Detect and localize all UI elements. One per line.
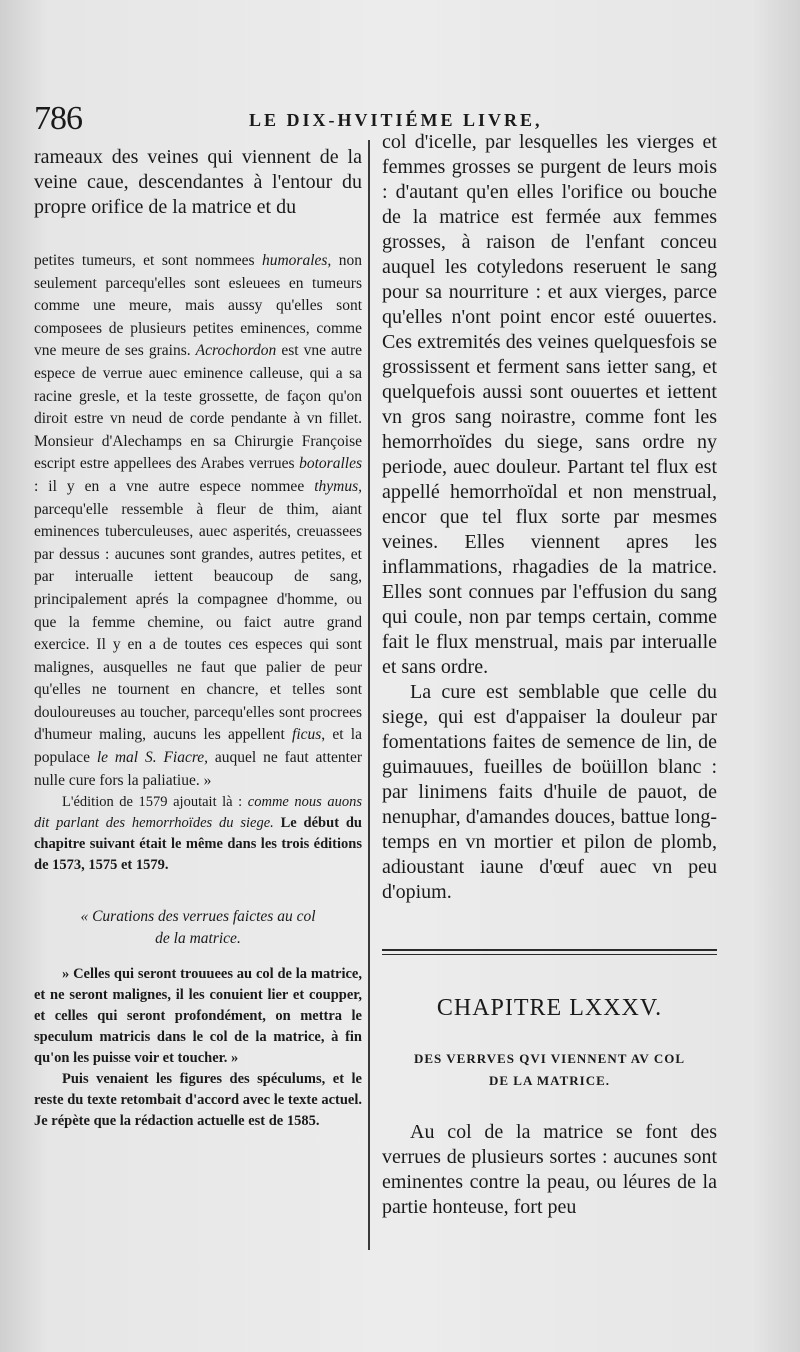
left-column [34, 145, 362, 1132]
running-head: LE DIX-HVITIÉME LIVRE, [249, 110, 543, 130]
chapter-rule-top [382, 949, 717, 951]
right-paragraph-2: La cure est semblable que celle du siege, qui est d'appaiser la douleur par fomentations faites de semence de lin, de guimauues, fueilles de boüillon blanc : par linimens faits d'huile de pauot, de nenuphar, d'amandes douces, battue long-temps en vn mortier et pilon de plomb, adioustant iaune d'œuf auec vn peu d'opium. [382, 681, 717, 903]
column-divider [368, 140, 370, 1250]
left-paragraph-1: rameaux des veines qui viennent de la veine caue, descendantes à l'entour du propre orifice de la matrice et du [34, 146, 362, 218]
chapter-title: CHAPITRE LXXXV. [436, 995, 663, 1021]
right-column [382, 130, 717, 1220]
left-paragraph-5: Puis venaient les figures des spéculums, et le reste du texte retombait d'accord avec le texte actuel. Je répète que la rédaction actuelle est de 1585. [34, 1071, 362, 1130]
chapter-subtitle: DES VERRVES QVI VIENNENT AV COL DE LA MATRICE. [413, 1051, 685, 1088]
right-paragraph-1: col d'icelle, par lesquelles les vierges et femmes grosses se purgent de leurs mois : d'autant qu'en elles l'orifice ou bouche de la matrice est fermée aux femmes grosses, à raison de l'enfant conceu auquel les cotyledons reseruent le sang pour sa nourriture : et aux vierges, parce qu'elles n'ont point encor esté ouuertes. Ces extremités des veines quelquesfois se grossissent et ferment sans ietter sang, et quelquefois aussi sont ouuertes et iettent vn gros sang noirastre, comme font les hemorrhoïdes du siege, sans ordre ny periode, auec douleur. Partant tel flux est appellé hemorrhoïdal et non menstrual, encor que tel flux sorte par mesmes veines. Elles viennent apres les inflammations, rhagadies de la matrice. Elles sont connues par l'effusion du sang qui coule, non par temps certain, comme fait le flux menstrual, mais par interualle et sans ordre. [382, 131, 717, 678]
section-subtitle: « Curations des verrues faictes au col de la matrice. [80, 908, 316, 948]
left-paragraph-3: L'édition de 1579 ajoutait là : comme nous auons dit parlant des hemorrhoïdes du siege. Le début du chapitre suivant était le même dans les trois éditions de 1573, 1575 et 1579. [34, 794, 363, 874]
right-paragraph-3: Au col de la matrice se font des verrues de plusieurs sortes : aucunes sont eminentes contre la peau, ou léures de la partie honteuse, fort peu [382, 1121, 717, 1218]
left-paragraph-4: » Celles qui seront trouuees au col de la matrice, et ne seront malignes, il les conuient lier et coupper, et celles qui seront profondément, on mettra le speculum matricis dans le col de la matrice, à fin qu'on les puisse voir et toucher. » [34, 966, 362, 1067]
chapter-rule-bottom [382, 954, 717, 955]
paragraph-gap [34, 220, 362, 250]
page-number: 786 [34, 100, 82, 137]
left-paragraph-2: petites tumeurs, et sont nommees humorales, non seulement parcequ'elles sont esleuees en tumeurs comme une meure, mais aussy qu'elles sont composees de plusieurs petites eminences, comme vne meure de ses grains. Acrochordon est vne autre espece de verrue auec eminence calleuse, qui a sa racine gresle, et la teste grossette, de façon qu'on diroit estre vn neud de corde pendante à vn fillet. Monsieur d'Alechamps en sa Chirurgie Françoise escript estre appellees des Arabes verrues botoralles : il y en a vne autre espece nommee thymus, parcequ'elle ressemble à fleur de thim, aiant eminences tuberculeuses, auec asperités, creuassees par dessus : aucunes sont grandes, autres petites, et par interualle iettent beaucoup de sang, principalement aprés la compagnee d'homme, ou que la femme chemine, ou faict autre grand exercice. Il y en a de toutes ces especes qui sont malignes, ausquelles ne faut que palier de peur qu'elles ne tournent en chancre, et telles sont douloureuses au toucher, parcequ'elles sont procrees d'humeur maling, aucuns les appellent ficus, et la populace le mal S. Fiacre, auquel ne faut attenter nulle cure fors la paliatiue. » [34, 252, 362, 789]
paragraph-gap [34, 876, 362, 906]
